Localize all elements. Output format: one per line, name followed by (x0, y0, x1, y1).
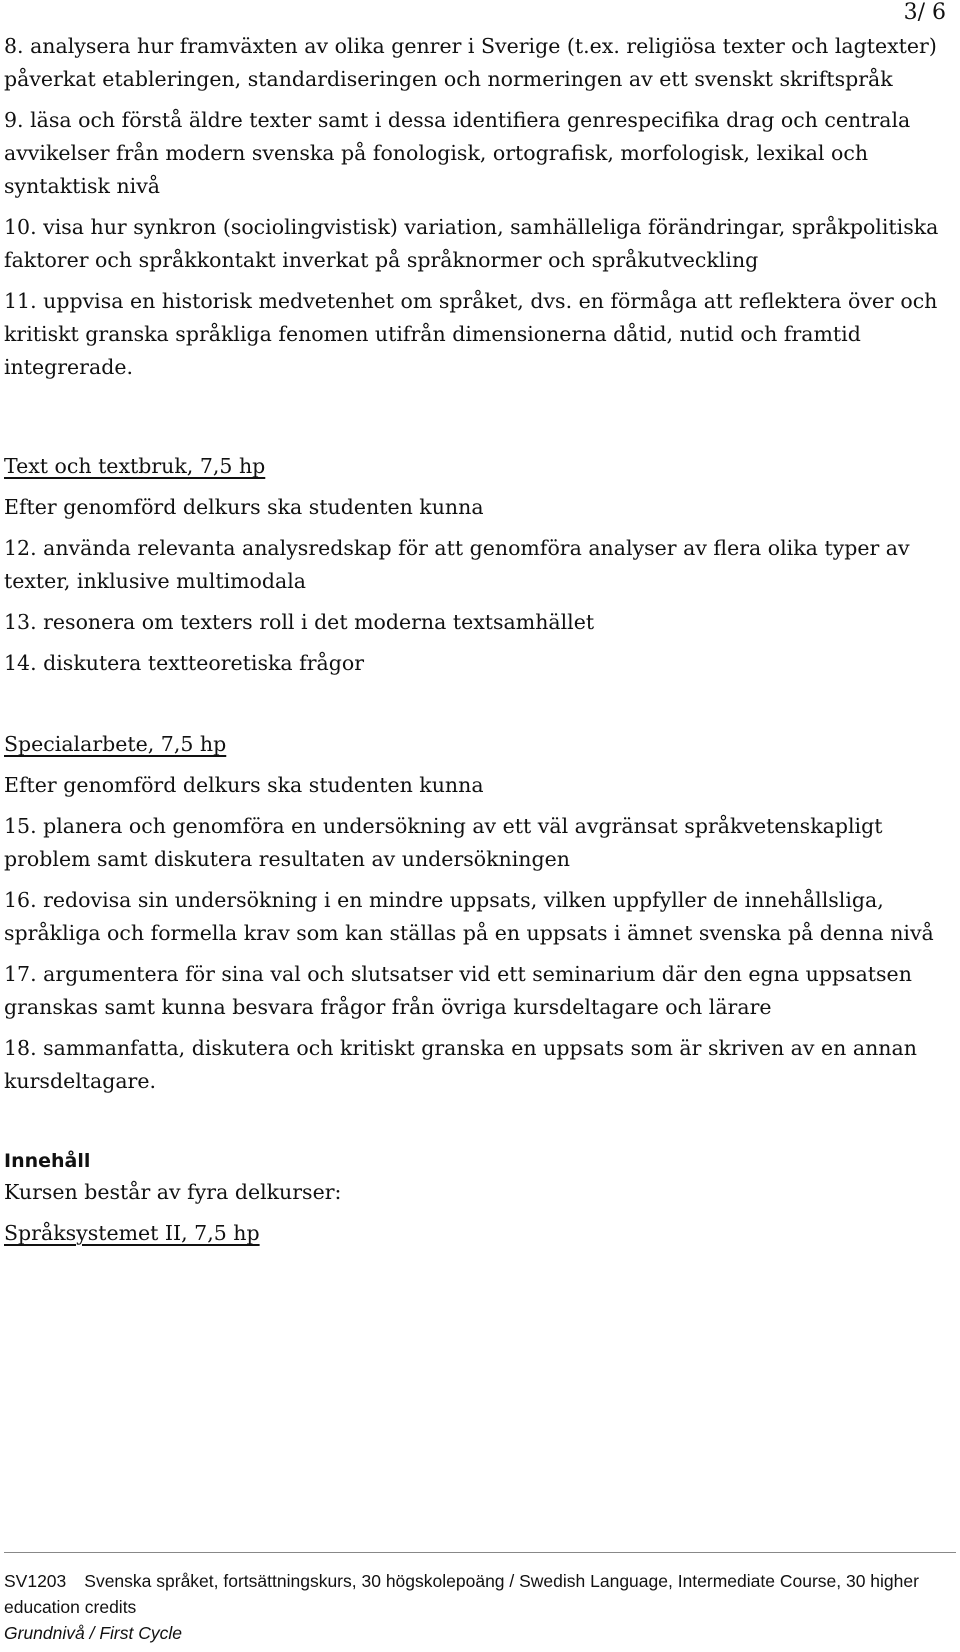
section-intro: Efter genomförd delkurs ska studenten kunna (4, 495, 484, 519)
outcome-item-8: 8. analysera hur framväxten av olika genrer i Sverige (t.ex. religiösa texter och lagtexter) påverkat etableringen, standardiseringen och normeringen av ett svenskt skriftspråk (4, 34, 937, 91)
footer-divider (4, 1552, 956, 1553)
outcome-item-9: 9. läsa och förstå äldre texter samt i dessa identifiera genrespecifika drag och centrala avvikelser från modern svenska på fonologisk, ortografisk, morfologisk, lexikal och syntaktisk nivå (4, 108, 911, 198)
content-heading: Innehåll (4, 1150, 91, 1172)
footer-course-line (4, 1568, 954, 1620)
outcome-item-11: 11. uppvisa en historisk medvetenhet om språket, dvs. en förmåga att reflektera över och kritiskt granska språkliga fenomen utifrån dimensionerna dåtid, nutid och framtid integrerade. (4, 289, 938, 379)
outcome-item-17: 17. argumentera för sina val och slutsatser vid ett seminarium där den egna uppsatsen granskas samt kunna besvara frågor från övriga kursdeltagare och lärare (4, 962, 912, 1019)
course-code: SV1203 (4, 1571, 67, 1591)
content-intro: Kursen består av fyra delkurser: (4, 1180, 342, 1204)
section-heading-specialarbete: Specialarbete, 7,5 hp (4, 732, 227, 756)
section-intro: Efter genomförd delkurs ska studenten kunna (4, 773, 484, 797)
outcome-item-15: 15. planera och genomföra en undersökning av ett väl avgränsat språkvetenskapligt problem samt diskutera resultaten av undersökningen (4, 814, 883, 871)
page-number: 3/ 6 (903, 0, 946, 25)
outcome-item-10: 10. visa hur synkron (sociolingvistisk) variation, samhälleliga förändringar, språkpolitiska faktorer och språkkontakt inverkat på språknormer och språkutveckling (4, 215, 939, 272)
document-body (4, 30, 952, 1258)
course-level: Grundnivå / First Cycle (4, 1623, 182, 1643)
outcome-item-13: 13. resonera om texters roll i det moderna textsamhället (4, 610, 595, 634)
spacer (4, 680, 952, 728)
course-name: Svenska språket, fortsättningskurs, 30 högskolepoäng / Swedish Language, Intermediate Course, 30 higher education credits (4, 1571, 919, 1617)
outcome-item-16: 16. redovisa sin undersökning i en mindre uppsats, vilken uppfyller de innehållsliga, språkliga och formella krav som kan ställas på en uppsats i ämnet svenska på denna nivå (4, 888, 934, 945)
outcome-item-14: 14. diskutera textteoretiska frågor (4, 651, 365, 675)
spacer (4, 384, 952, 450)
subcourse-heading-sprakssystemet: Språksystemet II, 7,5 hp (4, 1221, 260, 1245)
section-heading-text-och-textbruk: Text och textbruk, 7,5 hp (4, 454, 266, 478)
spacer (4, 1098, 952, 1146)
page-footer (4, 1568, 954, 1646)
outcome-item-18: 18. sammanfatta, diskutera och kritiskt granska en uppsats som är skriven av en annan kursdeltagare. (4, 1036, 917, 1093)
outcome-item-12: 12. använda relevanta analysredskap för att genomföra analyser av flera olika typer av texter, inklusive multimodala (4, 536, 910, 593)
